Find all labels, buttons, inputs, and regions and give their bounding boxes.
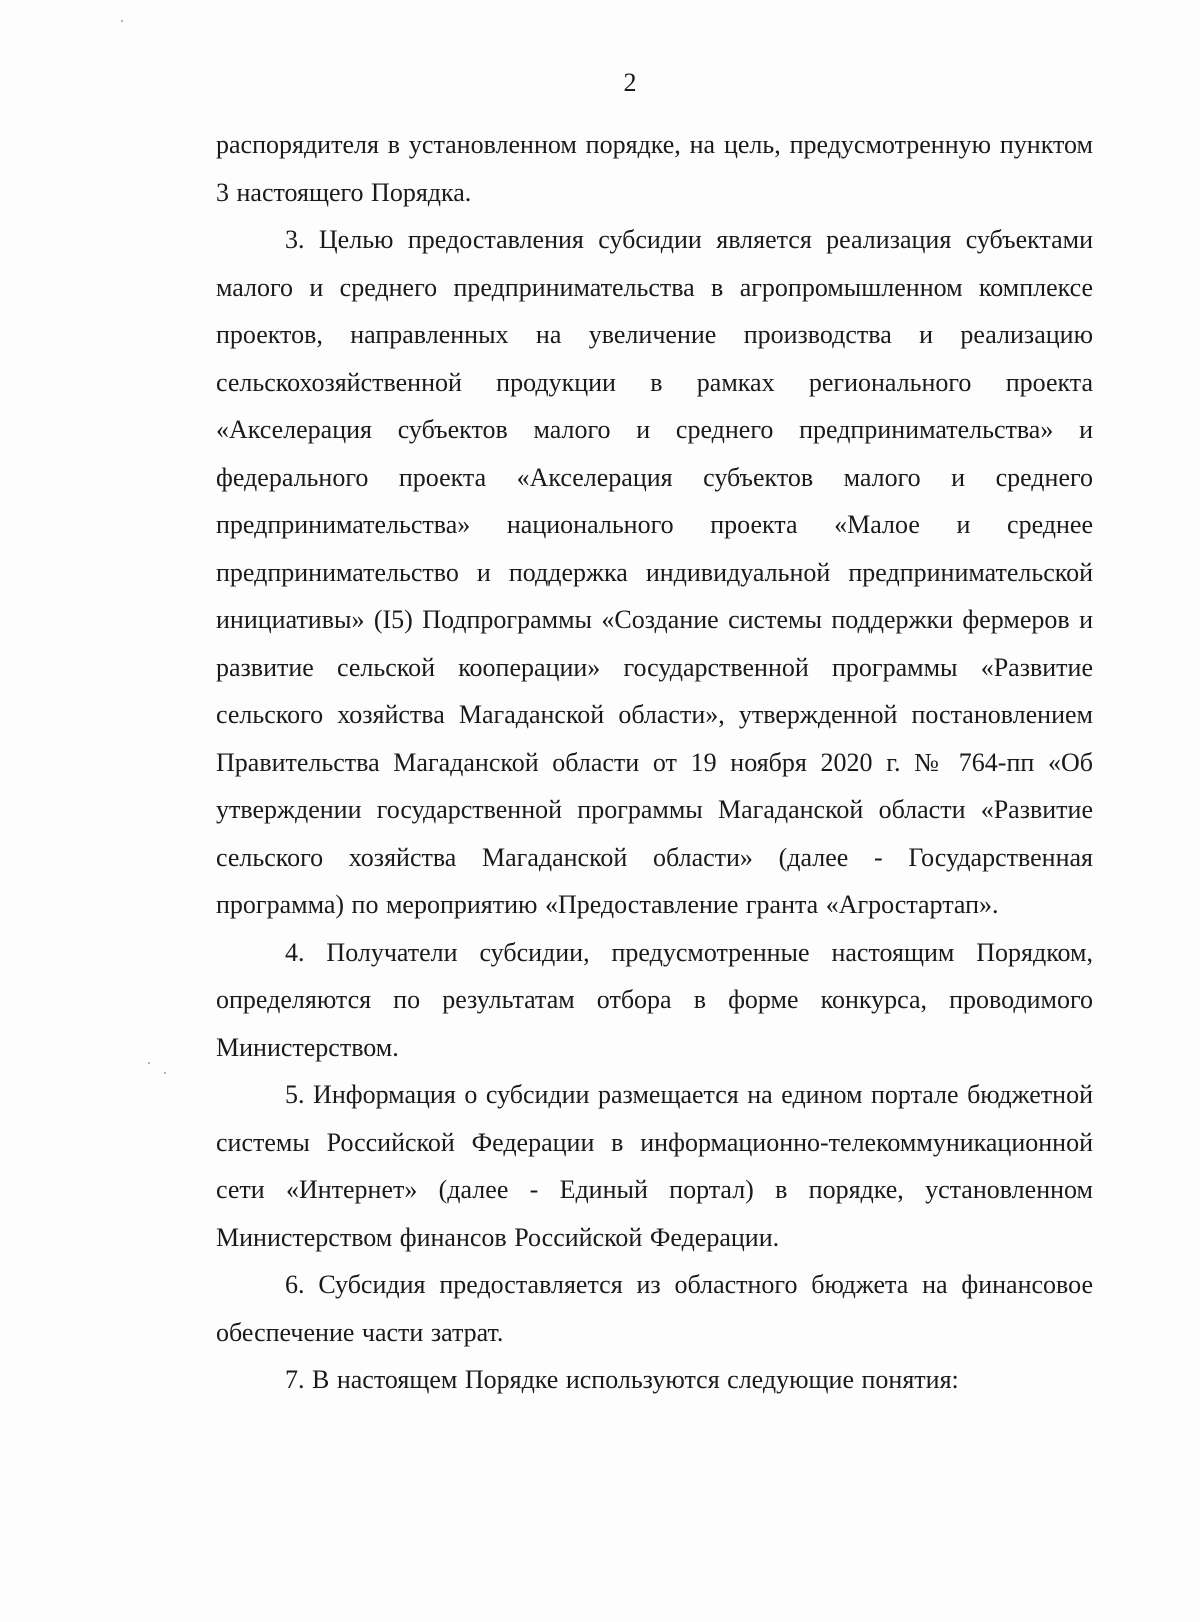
paragraph-5: 5. Информация о субсидии размещается на едином портале бюджетной системы Российской Федерации в информационно-телекоммуникационной сети «Интернет» (далее - Единый портал) в порядке, установленном Министерством финансов Российской Федерации. [216, 1080, 1093, 1252]
scan-speck [164, 1072, 166, 1074]
scan-speck [148, 1062, 150, 1064]
paragraph-continuation: распорядителя в установленном порядке, на цель, предусмотренную пунктом 3 настоящего Порядка. [216, 130, 1093, 207]
paragraph-6: 6. Субсидия предоставляется из областного бюджета на финансовое обеспечение части затрат. [216, 1270, 1093, 1347]
page-number: 2 [623, 68, 637, 97]
scan-speck [121, 20, 123, 22]
paragraph-3: 3. Целью предоставления субсидии является реализация субъектами малого и среднего предпринимательства в агропромышленном комплексе проектов, направленных на увеличение производства и реализацию сельскохозяйственной продукции в рамках регионального проекта «Акселерация субъектов малого и среднего предпринимательства» и федерального проекта «Акселерация субъектов малого и среднего предпринимательства» национального проекта «Малое и среднее предпринимательство и поддержка индивидуальной предпринимательской инициативы» (I5) Подпрограммы «Создание системы поддержки фермеров и развитие сельской кооперации» государственной программы «Развитие сельского хозяйства Магаданской области», утвержденной постановлением Правительства Магаданской области от 19 ноября 2020 г. № 764-пп «Об утверждении государственной программы Магаданской области «Развитие сельского хозяйства Магаданской области» (далее - Государственная программа) по мероприятию «Предоставление гранта «Агростартап». [216, 225, 1093, 919]
paragraph-4: 4. Получатели субсидии, предусмотренные настоящим Порядком, определяются по результатам отбора в форме конкурса, проводимого Министерством. [216, 937, 1093, 1062]
document-body [216, 121, 1093, 1404]
paragraph-7: 7. В настоящем Порядке используются следующие понятия: [285, 1365, 959, 1394]
